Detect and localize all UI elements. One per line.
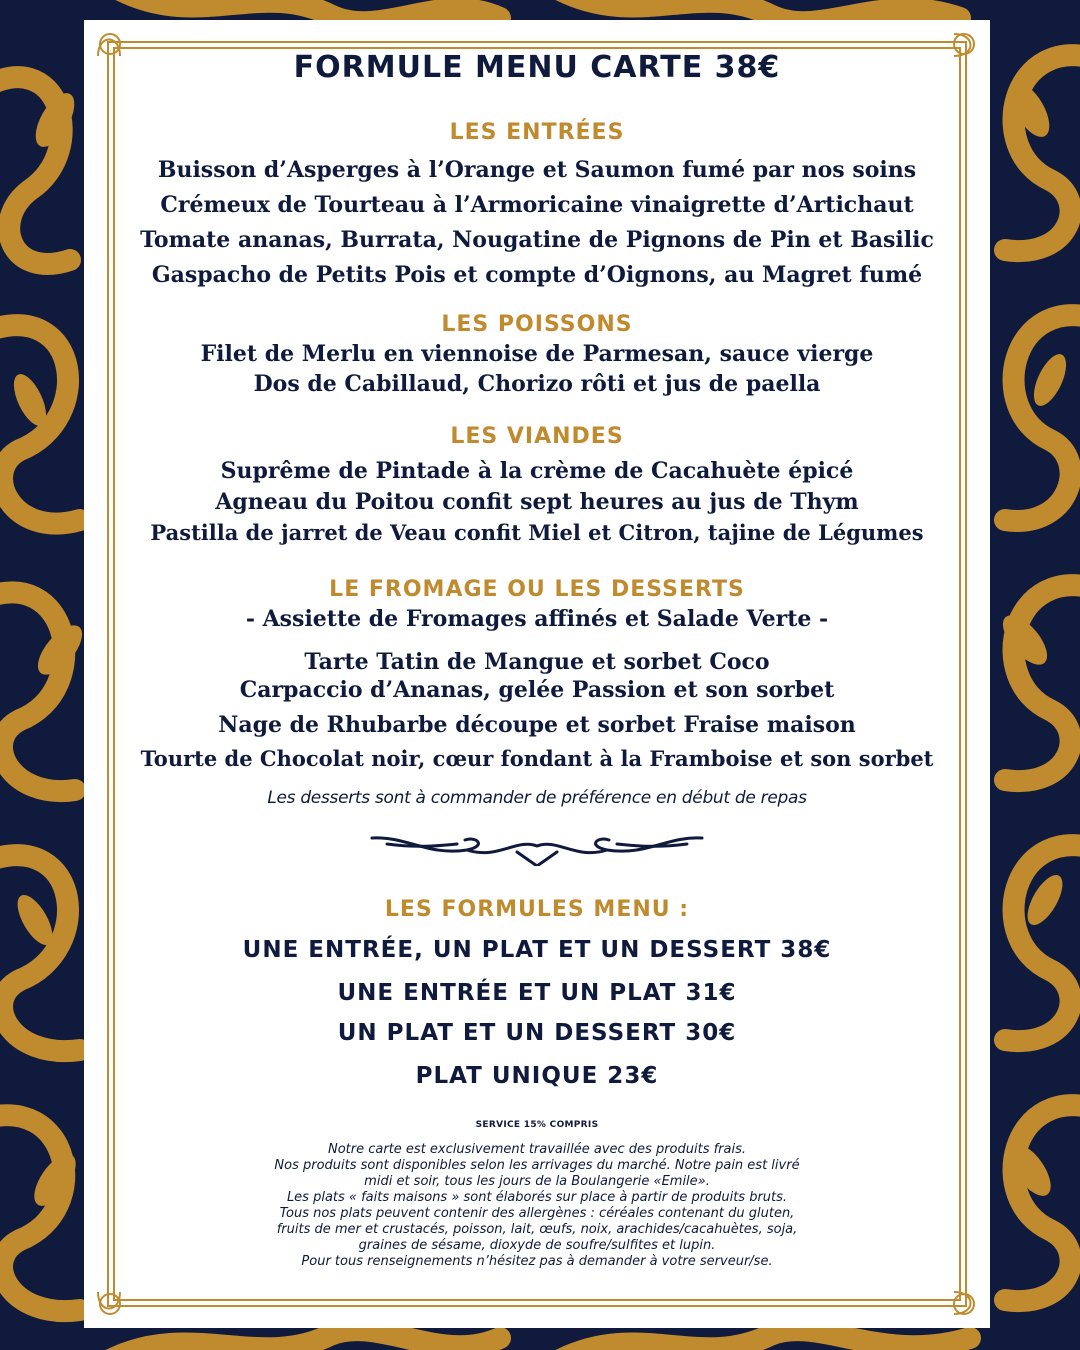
cheese-plate: - Assiette de Fromages affinés et Salade Verte - <box>245 606 829 632</box>
footer-line-7: graines de sésame, dioxyde de soufre/sulfites et lupin. <box>358 1238 716 1253</box>
footer-line-6: fruits de mer et crustacés, poisson, lait, œufs, noix, arachides/cacahuètes, soja, <box>276 1222 798 1237</box>
dish-entree-3: Tomate ananas, Burrata, Nougatine de Pignons de Pin et Basilic <box>140 227 934 253</box>
dish-poisson-1: Filet de Merlu en viennoise de Parmesan, sauce vierge <box>200 341 874 367</box>
footer-text <box>214 1142 860 1270</box>
menu-content <box>84 20 990 1328</box>
dish-entree-2: Crémeux de Tourteau à l’Armoricaine vinaigrette d’Artichaut <box>160 192 914 218</box>
section-title-desserts: LE FROMAGE OU LES DESSERTS <box>329 577 745 602</box>
dish-poisson-2: Dos de Cabillaud, Chorizo rôti et jus de paella <box>253 371 821 397</box>
dish-viande-2: Agneau du Poitou confit sept heures au jus de Thym <box>215 489 859 515</box>
footer-line-4: Les plats « faits maisons » sont élaborés sur place à partir de produits bruts. <box>286 1190 788 1205</box>
footer-line-3: midi et soir, tous les jours de la Boulangerie «Emile». <box>364 1174 710 1189</box>
dessert-1: Tarte Tatin de Mangue et sorbet Coco <box>304 649 770 675</box>
dish-viande-1: Suprême de Pintade à la crème de Cacahuète épicé <box>220 458 854 484</box>
ornamental-divider <box>367 826 707 866</box>
section-title-viandes: LES VIANDES <box>450 424 624 449</box>
formula-4: PLAT UNIQUE 23€ <box>415 1063 659 1089</box>
menu-title: FORMULE MENU CARTE 38€ <box>293 50 781 85</box>
dessert-2: Carpaccio d’Ananas, gelée Passion et son sorbet <box>239 677 835 703</box>
dish-entree-1: Buisson d’Asperges à l’Orange et Saumon fumé par nos soins <box>157 157 917 183</box>
formula-1: UNE ENTRÉE, UN PLAT ET UN DESSERT 38€ <box>242 937 832 963</box>
dish-entree-4: Gaspacho de Petits Pois et compte d’Oignons, au Magret fumé <box>151 262 923 288</box>
formula-2: UNE ENTRÉE ET UN PLAT 31€ <box>337 980 737 1006</box>
service-note: SERVICE 15% COMPRIS <box>475 1120 599 1130</box>
footer-line-5: Tous nos plats peuvent contenir des allergènes : céréales contenant du gluten, <box>279 1206 795 1221</box>
formula-3: UN PLAT ET UN DESSERT 30€ <box>337 1020 737 1046</box>
dessert-4: Tourte de Chocolat noir, cœur fondant à la Framboise et son sorbet <box>140 746 934 771</box>
section-title-formules: LES FORMULES MENU : <box>384 897 690 922</box>
menu-card <box>84 20 990 1328</box>
footer-line-1: Notre carte est exclusivement travaillée avec des produits frais. <box>327 1142 747 1157</box>
footer-line-8: Pour tous renseignements n’hésitez pas à demander à votre serveur/se. <box>301 1254 773 1269</box>
section-title-entrees: LES ENTRÉES <box>449 120 625 145</box>
desserts-note: Les desserts sont à commander de préférence en début de repas <box>267 788 807 808</box>
footer-line-2: Nos produits sont disponibles selon les arrivages du marché. Notre pain est livré <box>274 1158 800 1173</box>
dessert-3: Nage de Rhubarbe découpe et sorbet Fraise maison <box>218 712 856 738</box>
dish-viande-3: Pastilla de jarret de Veau confit Miel et Citron, tajine de Légumes <box>150 520 924 545</box>
section-title-poissons: LES POISSONS <box>441 312 633 337</box>
